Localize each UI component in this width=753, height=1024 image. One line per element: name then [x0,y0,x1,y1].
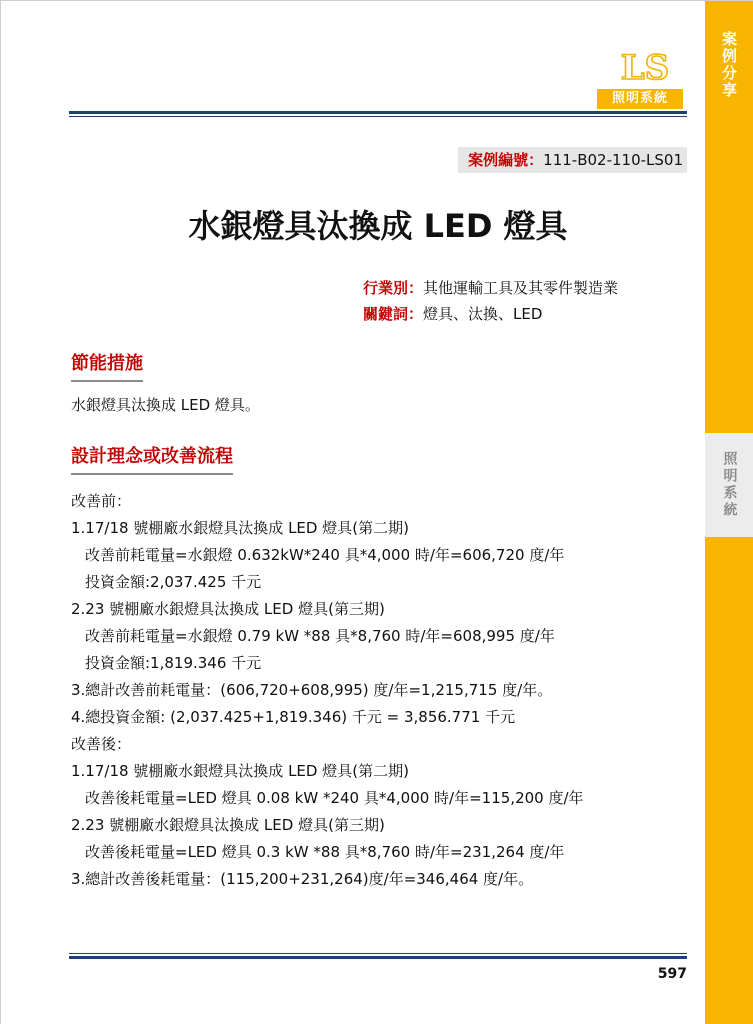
side-tab-lighting-system[interactable] [705,433,753,537]
before-item-1-power: 改善前耗電量=水銀燈 0.632kW*240 具*4,000 時/年=606,720 度/年 [85,546,565,564]
industry-label: 行業別： [363,279,424,297]
industry-row [363,275,618,301]
side-tab-case-sharing-label: 案例分享 [720,31,738,99]
before-item-2: 2.23 號棚廠水銀燈具汰換成 LED 燈具(第三期) [71,600,385,618]
before-item-2-power: 改善前耗電量=水銀燈 0.79 kW *88 具*8,760 時/年=608,995 度/年 [85,627,555,645]
footer-rule-thin [69,953,687,954]
after-item-1-power: 改善後耗電量=LED 燈具 0.08 kW *240 具*4,000 時/年=115,200 度/年 [85,789,584,807]
case-meta [363,275,618,327]
after-item-2: 2.23 號棚廠水銀燈具汰換成 LED 燈具(第三期) [71,816,385,834]
footer-rule-thick [69,956,687,959]
after-total-power: 3.總計改善後耗電量：(115,200+231,264)度/年=346,464 度/年。 [71,870,534,888]
ls-logo-mark [605,45,685,89]
ls-logo-label: 照明系統 [597,89,683,109]
heading-design-process: 設計理念或改善流程 [71,442,233,475]
page-number: 597 [657,966,687,982]
improvement-details [71,488,691,893]
header-rule-thick [69,111,687,114]
before-total-investment: 4.總投資金額: (2,037.425+1,819.346) 千元 = 3,856.771 千元 [71,708,516,726]
case-number-label: 案例編號： [468,151,544,169]
before-total-power: 3.總計改善前耗電量：(606,720+608,995) 度/年=1,215,715 度/年。 [71,681,553,699]
case-number-value: 111-B02-110-LS01 [543,151,683,169]
industry-value: 其他運輸工具及其零件製造業 [423,279,619,297]
energy-measures-text: 水銀燈具汰換成 LED 燈具。 [71,396,260,414]
side-tab-case-sharing[interactable] [705,31,753,121]
keywords-label: 關鍵詞： [363,305,424,323]
page-title: 水銀燈具汰換成 LED 燈具 [188,207,568,245]
before-item-1: 1.17/18 號棚廠水銀燈具汰換成 LED 燈具(第二期) [71,519,409,537]
keywords-row [363,301,618,327]
side-tab-lighting-system-label: 照明系統 [721,451,738,519]
before-label: 改善前： [71,492,132,510]
case-number [458,147,687,173]
before-item-2-investment: 投資金額:1,819.346 千元 [85,654,262,672]
ls-logo-text: LS [620,48,670,88]
before-item-1-investment: 投資金額:2,037.425 千元 [85,573,262,591]
after-label: 改善後： [71,735,132,753]
ls-logo [597,45,687,111]
header-rule-thin [69,116,687,117]
after-item-2-power: 改善後耗電量=LED 燈具 0.3 kW *88 具*8,760 時/年=231,264 度/年 [85,843,565,861]
after-item-1: 1.17/18 號棚廠水銀燈具汰換成 LED 燈具(第二期) [71,762,409,780]
heading-energy-measures: 節能措施 [71,349,143,382]
keywords-value: 燈具、汰換、LED [423,305,543,323]
